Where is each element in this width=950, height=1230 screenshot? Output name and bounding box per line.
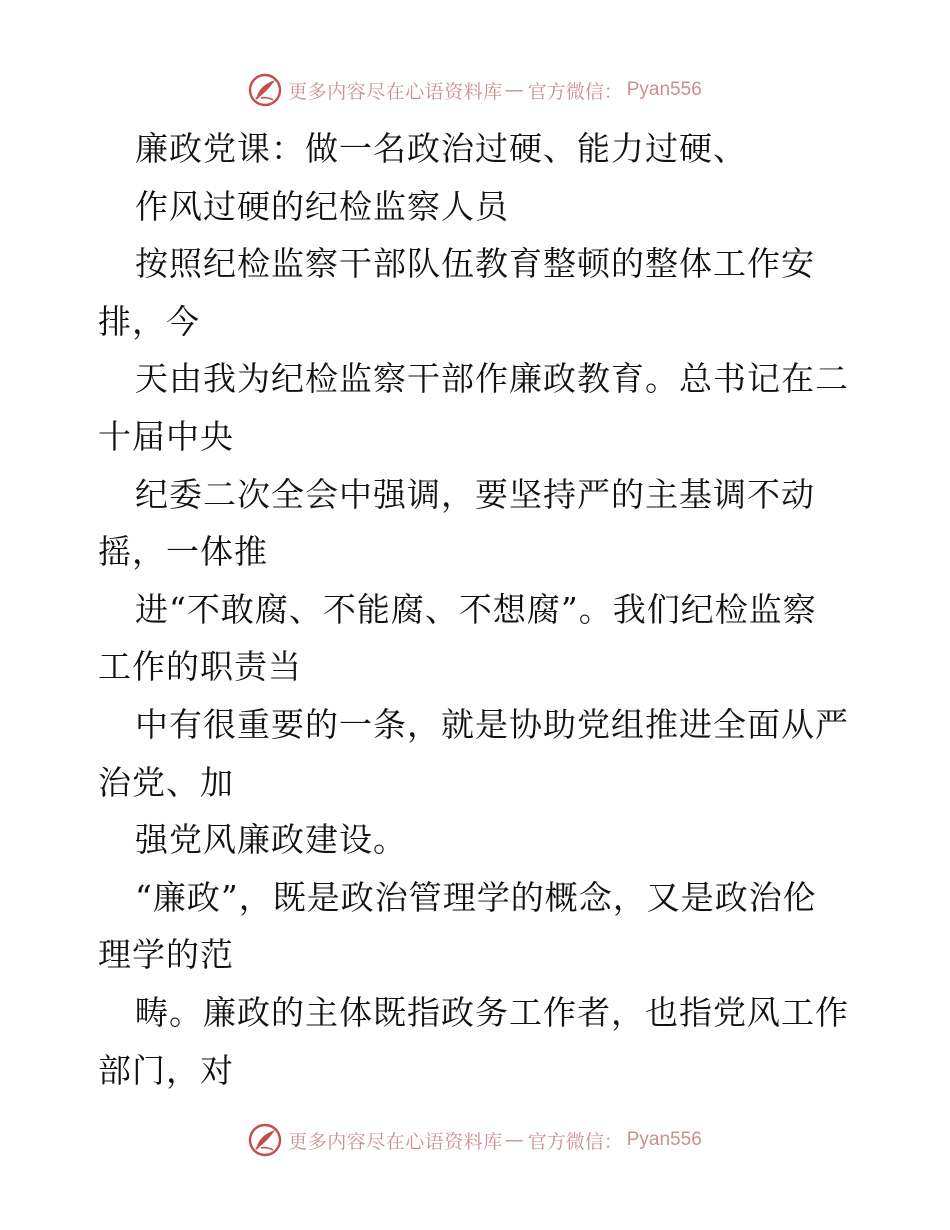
book-quill-logo-icon (248, 73, 282, 107)
document-body (98, 120, 868, 1099)
banner-dash: — (504, 1129, 524, 1151)
text-line: 摇，一体推 (98, 532, 268, 572)
text-line: 中有很重要的一条，就是协助党组推进全面从严 (135, 704, 849, 744)
banner-label: 官方微信： (527, 80, 623, 103)
banner-wechat-id: Pyan556 (626, 1129, 702, 1150)
text-line: 部门，对 (98, 1050, 234, 1090)
text-line: 排，今 (98, 301, 200, 341)
text-line: 强党风廉政建设。 (135, 820, 407, 860)
text-line: 作风过硬的纪检监察人员 (135, 186, 509, 226)
banner-label: 官方微信： (527, 1130, 623, 1153)
text-line: 十届中央 (98, 416, 234, 456)
text-line: 进“不敢腐、不能腐、不想腐”。我们纪检监察 (135, 589, 817, 629)
text-line: 按照纪检监察干部队伍教育整顿的整体工作安 (135, 244, 815, 284)
banner-text: 更多内容尽在心语资料库 (288, 1130, 503, 1153)
text-line: 天由我为纪检监察干部作廉政教育。总书记在二 (135, 359, 849, 399)
book-quill-logo-icon (248, 1123, 282, 1157)
banner-text: 更多内容尽在心语资料库 (288, 80, 503, 103)
text-line: 理学的范 (98, 935, 234, 975)
text-line: 畴。廉政的主体既指政务工作者，也指党风工作 (135, 992, 849, 1032)
header-watermark-banner (0, 70, 950, 110)
text-line: 治党、加 (98, 762, 234, 802)
footer-watermark-banner (0, 1120, 950, 1160)
banner-dash: — (504, 79, 524, 101)
text-line: 廉政党课：做一名政治过硬、能力过硬、 (135, 129, 747, 168)
text-line: “廉政”，既是政治管理学的概念，又是政治伦 (135, 877, 817, 917)
text-line: 工作的职责当 (98, 647, 302, 687)
text-line: 纪委二次全会中强调，要坚持严的主基调不动 (135, 474, 815, 514)
banner-wechat-id: Pyan556 (626, 79, 702, 100)
